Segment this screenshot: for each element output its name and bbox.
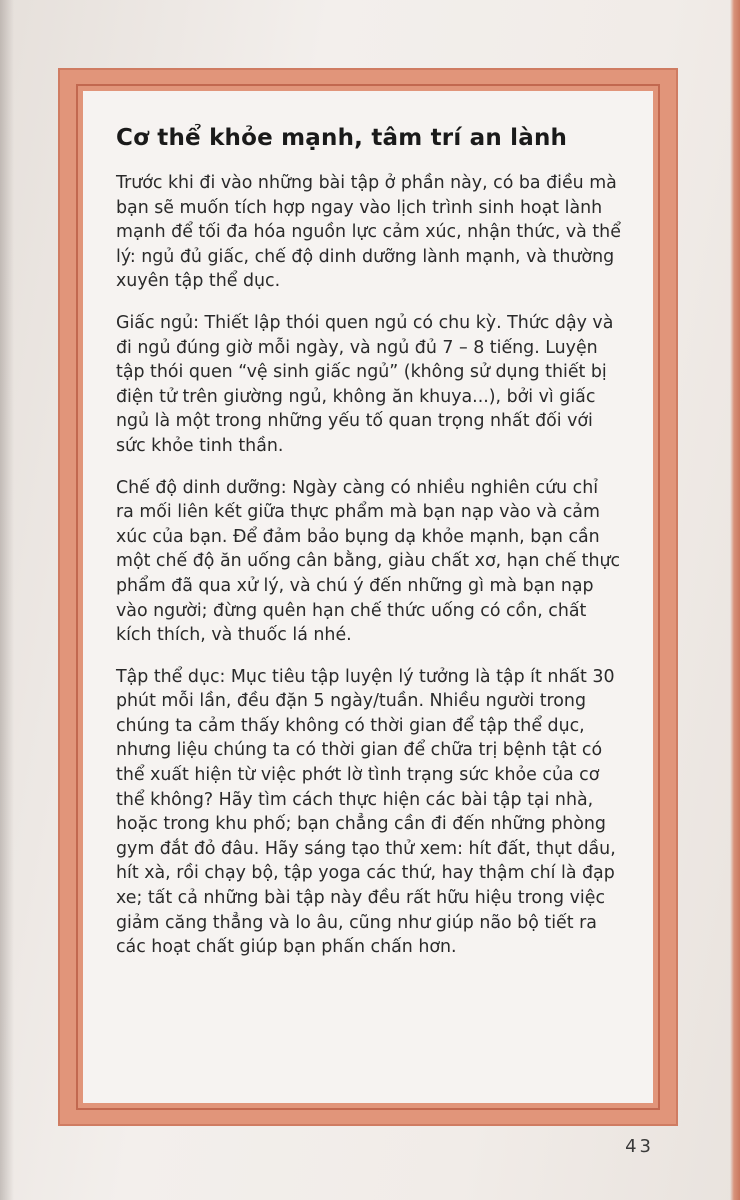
sleep-paragraph: Giấc ngủ: Thiết lập thói quen ngủ có chu kỳ. Thức dậy và đi ngủ đúng giờ mỗi ngày, và ngủ đủ 7 – 8 tiếng. Luyện tập thói quen “vệ sinh giấc ngủ” (không sử dụng thiết bị điện tử trên giường ngủ, không ăn khuya...), bởi vì giấc ngủ là một trong những yếu tố quan trọng nhất đối với sức khỏe tinh thần. — [116, 312, 614, 456]
box-title: Cơ thể khỏe mạnh, tâm trí an lành — [116, 125, 568, 151]
sidebar-box — [83, 91, 653, 1103]
cover-edge — [730, 0, 740, 1200]
spine-shadow — [0, 0, 14, 1200]
intro-paragraph: Trước khi đi vào những bài tập ở phần này, có ba điều mà bạn sẽ muốn tích hợp ngay vào lịch trình sinh hoạt lành mạnh để tối đa hóa nguồn lực cảm xúc, nhận thức, và thể lý: ngủ đủ giấc, chế độ dinh dưỡng lành mạnh, và thường xuyên tập thể dục. — [116, 173, 621, 292]
exercise-paragraph: Tập thể dục: Mục tiêu tập luyện lý tưởng là tập ít nhất 30 phút mỗi lần, đều đặn 5 ngày/tuần. Nhiều người trong chúng ta cảm thấy không có thời gian để tập thể dục, nhưng liệu chúng ta có thời gian để chữa trị bệnh tật có thể xuất hiện từ việc phớt lờ tình trạng sức khỏe của cơ thể không? Hãy tìm cách thực hiện các bài tập tại nhà, hoặc trong khu phố; bạn chẳng cần đi đến những phòng gym đắt đỏ đâu. Hãy sáng tạo thử xem: hít đất, thụt dầu, hít xà, rồi chạy bộ, tập yoga các thứ, hay thậm chí là đạp xe; tất cả những bài tập này đều rất hữu hiệu trong việc giảm căng thẳng và lo âu, cũng như giúp não bộ tiết ra các hoạt chất giúp bạn phấn chấn hơn. — [116, 666, 616, 958]
nutrition-paragraph: Chế độ dinh dưỡng: Ngày càng có nhiều nghiên cứu chỉ ra mối liên kết giữa thực phẩm mà bạn nạp vào và cảm xúc của bạn. Để đảm bảo bụng dạ khỏe mạnh, bạn cần một chế độ ăn uống cân bằng, giàu chất xơ, hạn chế thực phẩm đã qua xử lý, và chú ý đến những gì mà bạn nạp vào người; đừng quên hạn chế thức uống có cồn, chất kích thích, và thuốc lá nhé. — [116, 477, 621, 646]
page-number: 43 — [625, 1136, 654, 1157]
